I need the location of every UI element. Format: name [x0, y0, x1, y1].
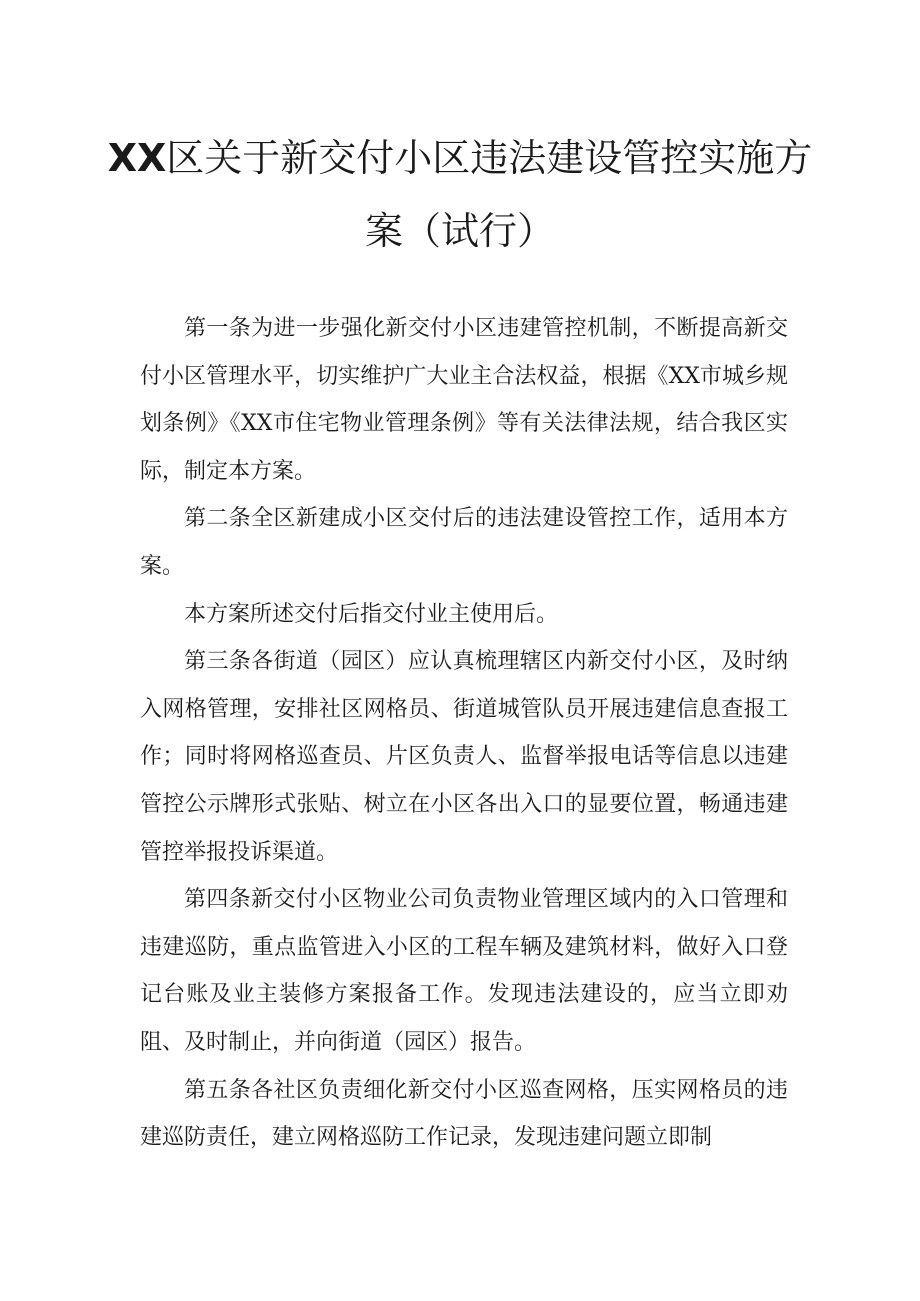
paragraph-article-3: 第三条各街道（园区）应认真梳理辖区内新交付小区，及时纳入网格管理，安排社区网格员、街道城管队员开展违建信息查报工作；同时将网格巡查员、片区负责人、监督举报电话等信息以违建管控公示牌形式张贴、树立在小区各出入口的显要位置，畅通违建管控举报投诉渠道。 — [140, 649, 788, 865]
paragraph-note: 本方案所述交付后指交付业主使用后。 — [184, 601, 559, 627]
paragraph-article-1: 第一条为进一步强化新交付小区违建管控机制，不断提高新交付小区管理水平，切实维护广大业主合法权益，根据《XX市城乡规划条例》《XX市住宅物业管理条例》等有关法律法规，结合我区实际，制定本方案。 — [140, 316, 788, 484]
title-text: 区关于新交付小区违法建设管控实施方 — [166, 136, 813, 180]
document-title-line-2: 案（试行） — [364, 209, 555, 253]
document-body — [140, 305, 788, 1162]
paragraph-article-2: 第二条全区新建成小区交付后的违法建设管控工作，适用本方案。 — [140, 506, 788, 579]
document-title-line-1 — [0, 135, 920, 181]
title-prefix: XX — [107, 136, 167, 180]
paragraph-article-4: 第四条新交付小区物业公司负责物业管理区域内的入口管理和违建巡防，重点监管进入小区的工程车辆及建筑材料，做好入口登记台账及业主装修方案报备工作。发现违法建设的，应当立即劝阻、及时制止，并向街道（园区）报告。 — [140, 887, 788, 1055]
paragraph-article-5: 第五条各社区负责细化新交付小区巡查网格，压实网格员的违建巡防责任，建立网格巡防工作记录，发现违建问题立即制 — [140, 1077, 788, 1151]
